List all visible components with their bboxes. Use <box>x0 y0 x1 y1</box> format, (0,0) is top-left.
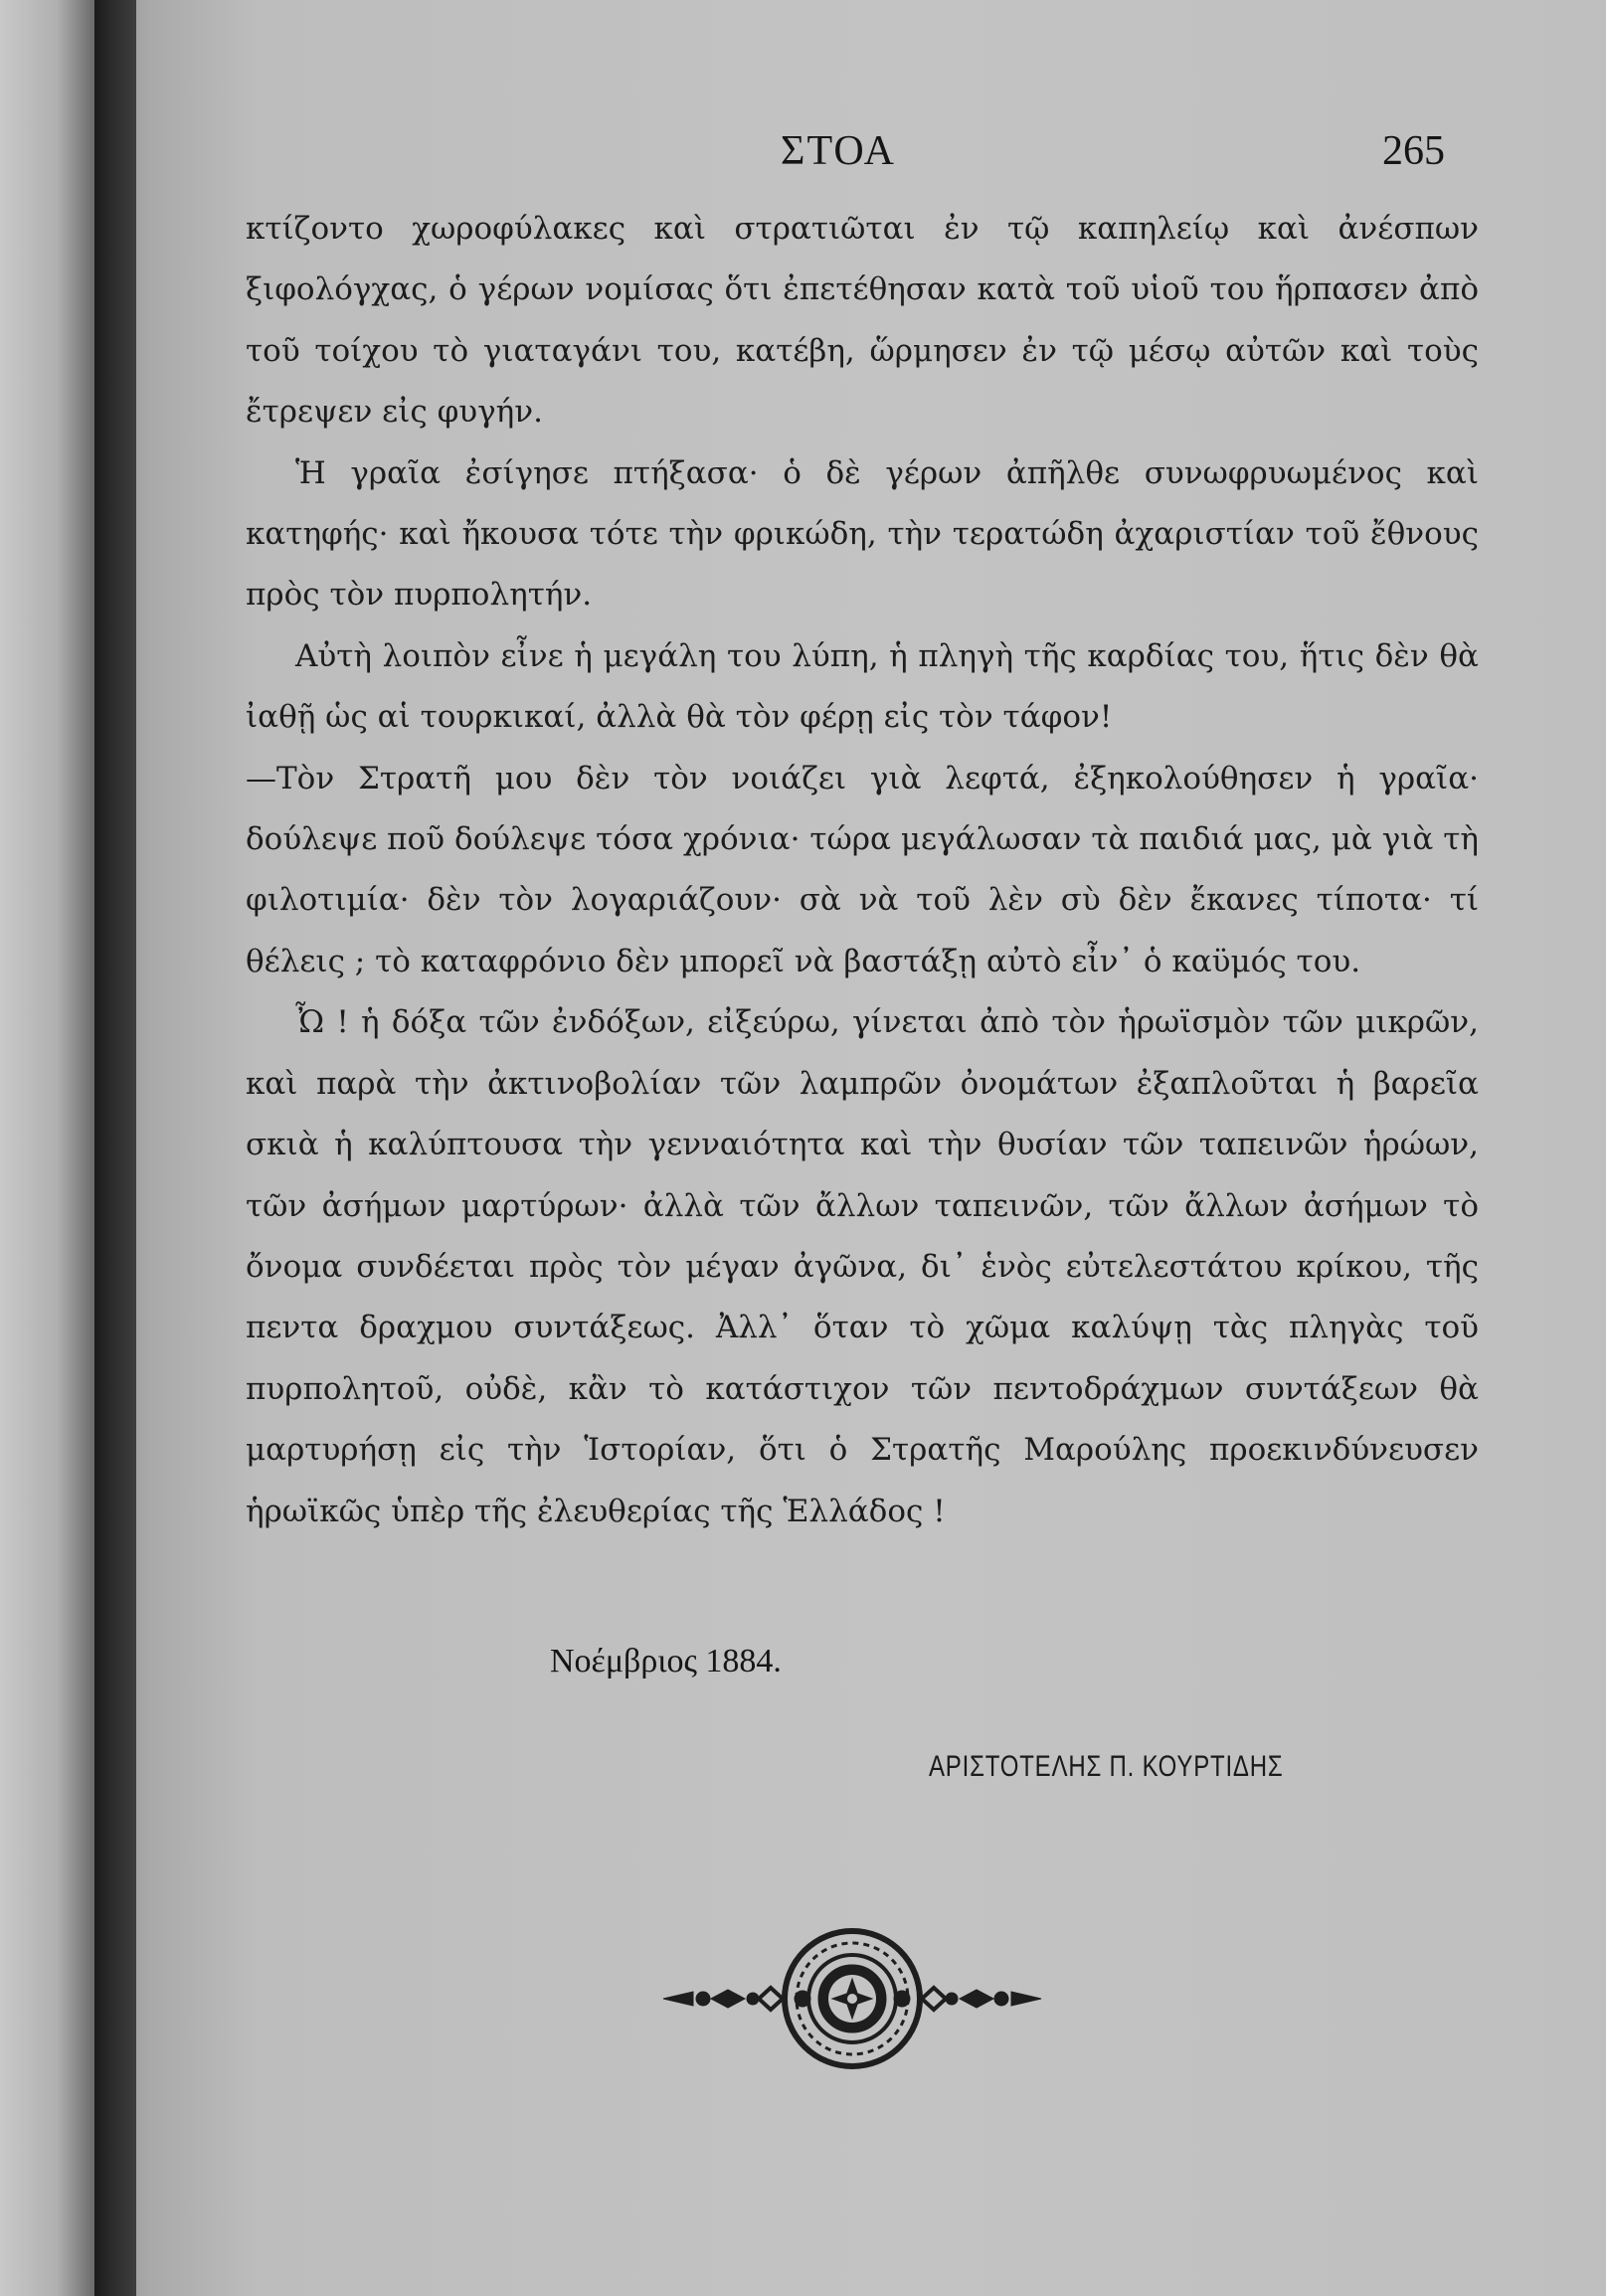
page-number: 265 <box>1382 128 1445 174</box>
body-text <box>246 199 1479 1542</box>
paragraph: Αὐτὴ λοιπὸν εἶνε ἡ μεγάλη του λύπη, ἡ πληγὴ τῆς καρδίας του, ἥτις δὲν θὰ ἰαθῇ ὡς αἱ τουρκικαί, ἀλλὰ θὰ τὸν φέρῃ εἰς τὸν τάφον! <box>246 637 1479 736</box>
book-spine-shadow <box>94 0 136 2296</box>
paragraph-continued: κτίζοντο χωροφύλακες καὶ στρατιῶται ἐν τῷ καπηλείῳ καὶ ἀνέσπων ξιφολόγχας, ὁ γέρων νομίσας ὅτι ἐπετέθησαν κατὰ τοῦ υἱοῦ του ἥρπασεν ἀπὸ τοῦ τοίχου τὸ γιαταγάνι του, κατέβη, ὥρμησεν ἐν τῷ μέσῳ αὐτῶν καὶ τοὺς ἔτρεψεν εἰς φυγήν. <box>246 211 1479 431</box>
book-page <box>136 0 1606 2296</box>
facing-page-edge <box>0 0 94 2296</box>
paragraph: Ἡ γραῖα ἐσίγησε πτήξασα· ὁ δὲ γέρων ἀπῆλθε συνωφρυωμένος καὶ κατηφής· καὶ ἤκουσα τότε τὴν φρικώδη, τὴν τερατώδη ἀχαριστίαν τοῦ ἔθνους πρὸς τὸν πυρπολητήν. <box>246 454 1479 614</box>
running-head <box>136 127 1606 187</box>
running-title: ΣΤΟΑ <box>781 128 896 174</box>
decorative-ornament-icon <box>653 1924 1051 2073</box>
dialogue-paragraph: —Τὸν Στρατῆ μου δὲν τὸν νοιάζει γιὰ λεφτά, ἐξηκολούθησεν ἡ γραῖα· δούλεψε ποῦ δούλεψε τόσα χρόνια· τώρα μεγάλωσαν τὰ παιδιά μας, μὰ γιὰ τὴ φιλοτιμία· δὲν τὸν λογαριάζουν· σὰ νὰ τοῦ λὲν σὺ δὲν ἔκανες τίποτα· τί θέλεις ; τὸ καταφρόνιο δὲν μπορεῖ νὰ βαστάξῃ αὐτὸ εἶν᾽ ὁ καϋμός του. <box>246 760 1479 979</box>
paragraph: Ὦ ! ἡ δόξα τῶν ἐνδόξων, εἰξεύρω, γίνεται ἀπὸ τὸν ἡρωϊσμὸν τῶν μικρῶν, καὶ παρὰ τὴν ἀκτινοβολίαν τῶν λαμπρῶν ὀνομάτων ἐξαπλοῦται ἡ βαρεῖα σκιὰ ἡ καλύπτουσα τὴν γενναιότητα καὶ τὴν θυσίαν τῶν ταπεινῶν ἡρώων, τῶν ἀσήμων μαρτύρων· ἀλλὰ τῶν ἄλλων ταπεινῶν, τῶν ἄλλων ἀσήμων τὸ ὄνομα συνδέεται πρὸς τὸν μέγαν ἀγῶνα, δι᾽ ἑνὸς εὐτελεστάτου κρίκου, τῆς πεντα δραχμου συντάξεως. Ἀλλ᾽ ὅταν τὸ χῶμα καλύψῃ τὰς πληγὰς τοῦ πυρπολητοῦ, οὐδὲ, κἂν τὸ κατάστιχον τῶν πεντοδράχμων συντάξεων θὰ μαρτυρήσῃ εἰς τὴν Ἱστορίαν, ὅτι ὁ Στρατῆς Μαρούλης προεκινδύνευσεν ἡρωϊκῶς ὑπὲρ τῆς ἐλευθερίας τῆς Ἑλλάδος ! <box>246 1004 1479 1529</box>
dateline: Νοέμβριος 1884. <box>550 1643 782 1679</box>
author-signature: ΑΡΙΣΤΟΤΕΛΗΣ Π. ΚΟΥΡΤΙΔΗΣ <box>929 1750 1284 1783</box>
